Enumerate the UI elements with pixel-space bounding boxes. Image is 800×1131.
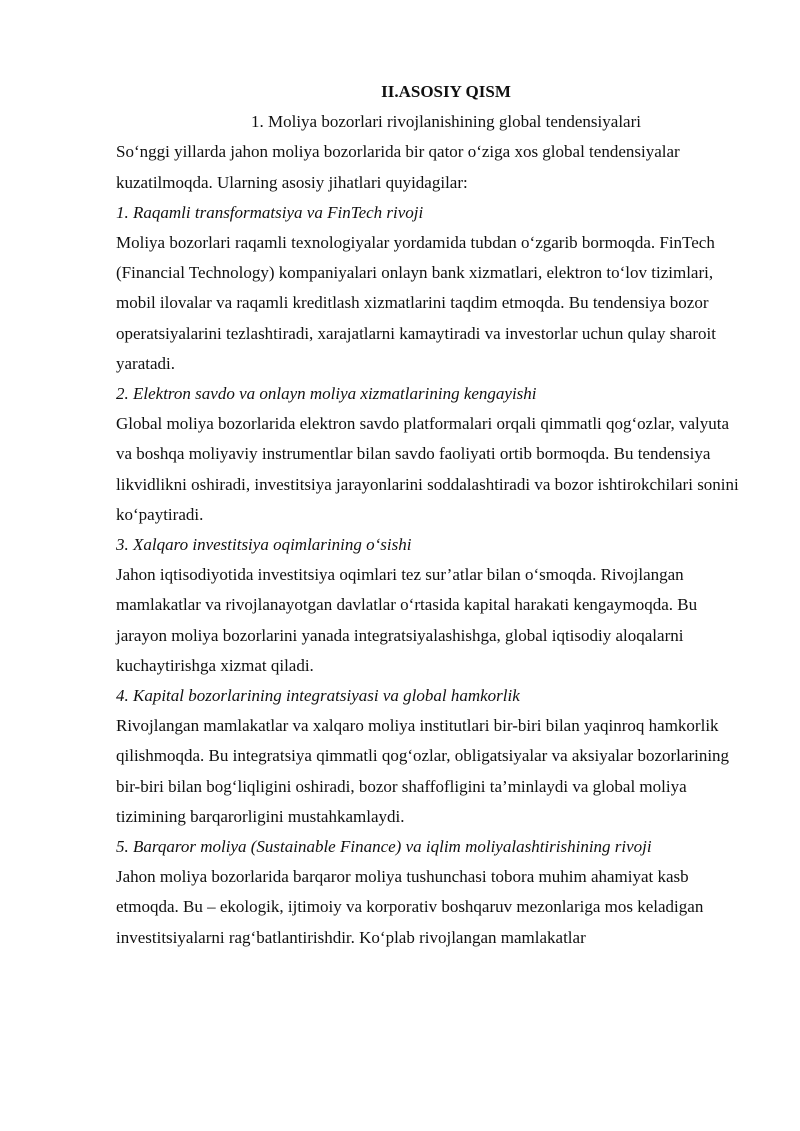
subheading-2: 2. Elektron savdo va onlayn moliya xizmatlarining kengayishi <box>116 384 537 404</box>
subheading-3: 3. Xalqaro investitsiya oqimlarining o‘sishi <box>116 535 412 555</box>
chapter-title: II.ASOSIY QISM <box>381 82 511 101</box>
document-page <box>116 77 746 953</box>
intro-paragraph: So‘nggi yillarda jahon moliya bozorlarida bir qator o‘ziga xos global tendensiyalar kuzatilmoqda. Ularning asosiy jihatlari quyidagilar: <box>116 142 680 192</box>
section-title: 1. Moliya bozorlari rivojlanishining global tendensiyalari <box>251 112 641 132</box>
paragraph-4: Rivojlangan mamlakatlar va xalqaro moliya institutlari bir-biri bilan yaqinroq hamkorlik qilishmoqda. Bu integratsiya qimmatli qog‘ozlar, obligatsiyalar va aksiyalar bozorlarining bir-biri bilan bog‘liqligini oshiradi, bozor shaffofligini ta’minlaydi va global moliya tizimining barqarorligini mustahkamlaydi. <box>116 716 730 826</box>
subheading-1: 1. Raqamli transformatsiya va FinTech rivoji <box>116 202 424 222</box>
paragraph-3: Jahon iqtisodiyotida investitsiya oqimlari tez sur’atlar bilan o‘smoqda. Rivojlangan mamlakatlar va rivojlanayotgan davlatlar o‘rtasida kapital harakati kengaymoqda. Bu jarayon moliya bozorlarini yanada integratsiyalashishga, global iqtisodiy aloqalarni kuchaytirishga xizmat qiladi. <box>116 565 698 675</box>
paragraph-1: Moliya bozorlari raqamli texnologiyalar yordamida tubdan o‘zgarib bormoqda. FinTech (Financial Technology) kompaniyalari onlayn bank xizmatlari, elektron to‘lov tizimlari, mobil ilovalar va raqamli kreditlash xizmatlarini taqdim etmoqda. Bu tendensiya bozor operatsiyalarini tezlashtiradi, xarajatlarni kamaytiradi va investorlar uchun qulay sharoit yaratadi. <box>116 233 716 373</box>
paragraph-2: Global moliya bozorlarida elektron savdo platformalari orqali qimmatli qog‘ozlar, valyuta va boshqa moliyaviy instrumentlar bilan savdo faoliyati ortib bormoqda. Bu tendensiya likvidlikni oshiradi, investitsiya jarayonlarini soddalashtiradi va bozor ishtirokchilari sonini ko‘paytiradi. <box>116 414 739 524</box>
paragraph-5: Jahon moliya bozorlarida barqaror moliya tushunchasi tobora muhim ahamiyat kasb etmoqda. Bu – ekologik, ijtimoiy va korporativ boshqaruv mezonlariga mos keladigan investitsiyalarni rag‘batlantirishdir. Ko‘plab rivojlangan mamlakatlar <box>116 867 704 947</box>
subheading-4: 4. Kapital bozorlarining integratsiyasi va global hamkorlik <box>116 686 520 706</box>
subheading-5: 5. Barqaror moliya (Sustainable Finance) va iqlim moliyalashtirishining rivoji <box>116 837 652 857</box>
